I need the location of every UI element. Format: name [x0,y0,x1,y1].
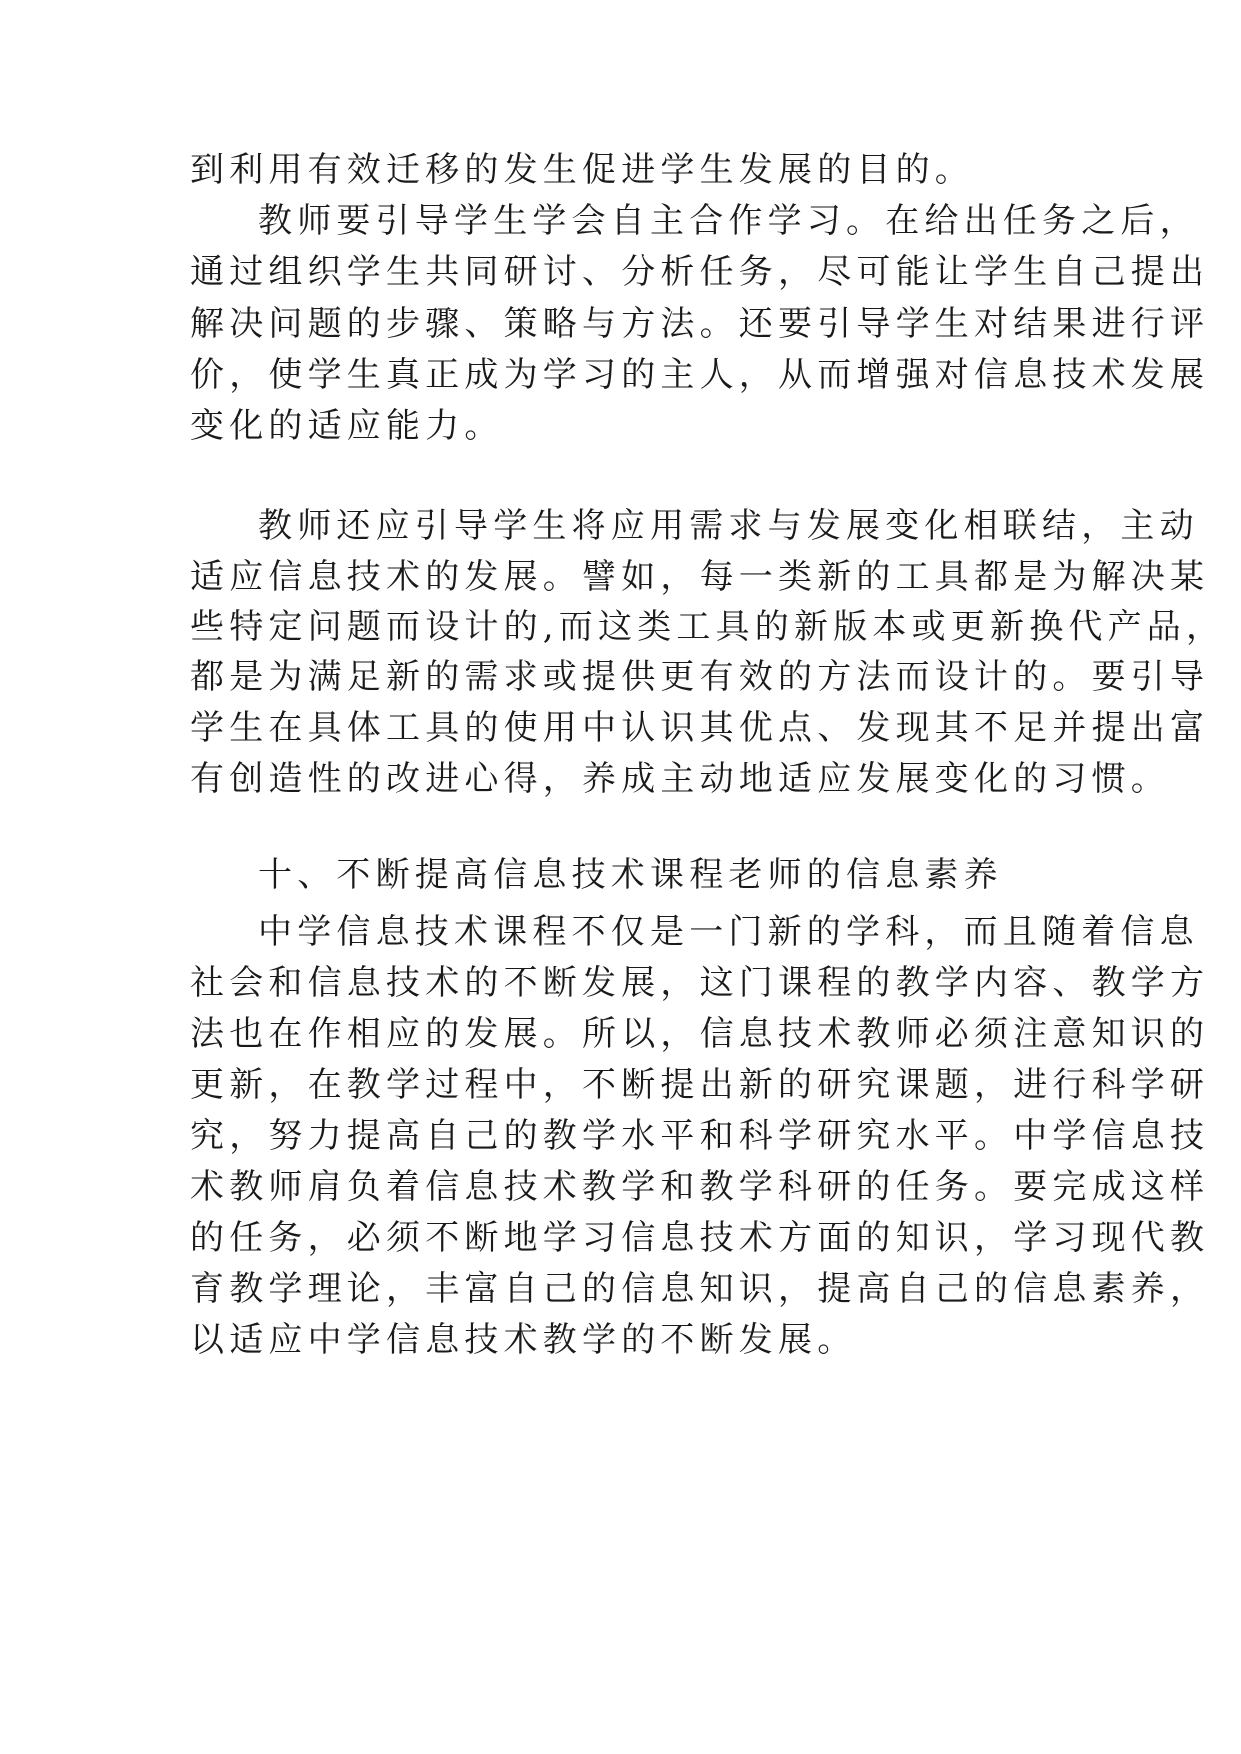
text-line: 究，努力提高自己的教学水平和科学研究水平。中学信息技 [190,1116,1210,1156]
paragraph-first-line: 教师要引导学生学会自主合作学习。在给出任务之后， [258,201,1199,241]
paragraph-first-line: 教师还应引导学生将应用需求与发展变化相联结，主动 [258,506,1199,546]
text-line: 学生在具体工具的使用中认识其优点、发现其不足并提出富 [190,708,1210,748]
text-line: 变化的适应能力。 [190,406,504,446]
paragraph-first-line: 中学信息技术课程不仅是一门新的学科，而且随着信息 [258,912,1199,952]
section-heading: 十、不断提高信息技术课程老师的信息素养 [258,855,1003,895]
text-line: 价，使学生真正成为学习的主人，从而增强对信息技术发展 [190,355,1210,395]
text-line: 到利用有效迁移的发生促进学生发展的目的。 [190,150,974,190]
text-line: 解决问题的步骤、策略与方法。还要引导学生对结果进行评 [190,304,1210,344]
text-line: 育教学理论，丰富自己的信息知识，提高自己的信息素养， [190,1269,1210,1309]
text-line: 术教师肩负着信息技术教学和教学科研的任务。要完成这样 [190,1167,1210,1207]
text-line: 社会和信息技术的不断发展，这门课程的教学内容、教学方 [190,963,1210,1003]
text-line: 更新，在教学过程中，不断提出新的研究课题，进行科学研 [190,1065,1210,1105]
text-line: 有创造性的改进心得，养成主动地适应发展变化的习惯。 [190,759,1170,799]
text-line: 法也在作相应的发展。所以，信息技术教师必须注意知识的 [190,1014,1210,1054]
text-line: 的任务，必须不断地学习信息技术方面的知识，学习现代教 [190,1218,1210,1258]
text-line: 以适应中学信息技术教学的不断发展。 [190,1320,857,1360]
text-line: 通过组织学生共同研讨、分析任务，尽可能让学生自己提出 [190,252,1210,292]
text-line: 些特定问题而设计的,而这类工具的新版本或更新换代产品， [190,607,1226,647]
text-line: 适应信息技术的发展。譬如，每一类新的工具都是为解决某 [190,557,1210,597]
text-line: 都是为满足新的需求或提供更有效的方法而设计的。要引导 [190,657,1210,697]
